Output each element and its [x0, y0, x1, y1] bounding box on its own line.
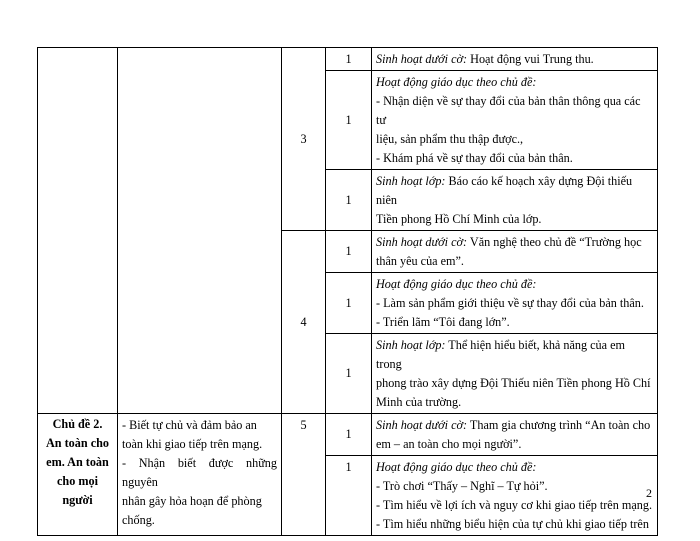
lesson-plan-table	[37, 47, 658, 536]
activity-line: - Nhận diện về sự thay đổi của bản thân thông qua các tư	[376, 94, 641, 127]
goal-cell-empty	[118, 48, 282, 414]
periods-cell: 1	[326, 48, 372, 71]
activity-cell	[372, 71, 658, 170]
activity-line: - Trò chơi “Thấy – Nghĩ – Tự hỏi”.	[376, 479, 548, 493]
activity-line: em – an toàn cho mọi người”.	[376, 437, 522, 451]
activity-label: Sinh hoạt lớp:	[376, 174, 446, 188]
activity-line: - Triển lãm “Tôi đang lớn”.	[376, 315, 510, 329]
activity-cell	[372, 48, 658, 71]
topic-title-line: An toàn cho	[46, 436, 109, 450]
activity-cell	[372, 334, 658, 414]
page-number: 2	[646, 486, 652, 500]
topic-title-line: Chủ đề 2.	[52, 417, 103, 431]
activity-label: Hoạt động giáo dục theo chủ đề:	[376, 460, 537, 474]
activity-text: Thể hiện hiểu biết, khả năng của em trong	[376, 338, 625, 371]
goal-line: - Biết tự chủ và đảm bảo an	[122, 418, 257, 432]
goal-cell	[118, 414, 282, 536]
goal-line: - Nhận biết được những nguyên	[122, 456, 277, 489]
periods-cell: 1	[326, 334, 372, 414]
topic-cell	[38, 414, 118, 536]
table-row	[38, 414, 658, 456]
activity-label: Sinh hoạt dưới cờ:	[376, 418, 468, 432]
goal-line: nhân gây hỏa hoạn để phòng	[122, 494, 262, 508]
activity-line: phong trào xây dựng Đội Thiếu niên Tiền phong Hồ Chí	[376, 376, 651, 390]
topic-title-line: người	[62, 493, 93, 507]
activity-line: thân yêu của em”.	[376, 254, 464, 268]
activity-label: Sinh hoạt lớp:	[376, 338, 446, 352]
table-row	[38, 48, 658, 71]
activity-cell	[372, 170, 658, 231]
activity-line: - Tìm hiểu về lợi ích và nguy cơ khi giao tiếp trên mạng.	[376, 498, 652, 512]
week-cell: 3	[282, 48, 326, 231]
goal-line: chống.	[122, 513, 155, 527]
activity-line: - Khám phá về sự thay đổi của bản thân.	[376, 151, 573, 165]
goal-line: toàn khi giao tiếp trên mạng.	[122, 437, 263, 451]
activity-label: Hoạt động giáo dục theo chủ đề:	[376, 75, 537, 89]
activity-cell	[372, 273, 658, 334]
activity-text: Hoạt động vui Trung thu.	[467, 52, 594, 66]
topic-cell-empty	[38, 48, 118, 414]
activity-label: Sinh hoạt dưới cờ:	[376, 235, 468, 249]
activity-cell	[372, 456, 658, 536]
topic-title-line: em. An toàn	[46, 455, 109, 469]
topic-title-line: cho mọi	[57, 474, 98, 488]
activity-cell	[372, 231, 658, 273]
activity-line: Minh của trường.	[376, 395, 462, 409]
activity-line: - Làm sản phẩm giới thiệu về sự thay đổi của bản thân.	[376, 296, 644, 310]
periods-cell: 1	[326, 231, 372, 273]
activity-line: Tiền phong Hồ Chí Minh của lớp.	[376, 212, 542, 226]
activity-text: Văn nghệ theo chủ đề “Trường học	[467, 235, 642, 249]
activity-text: Báo cáo kế hoạch xây dựng Đội thiếu niên	[376, 174, 633, 207]
activity-line: - Tìm hiểu những biểu hiện của tự chủ khi giao tiếp trên	[376, 517, 649, 531]
activity-cell	[372, 414, 658, 456]
activity-text: Tham gia chương trình “An toàn cho	[467, 418, 651, 432]
activity-line: liệu, sản phẩm thu thập được.,	[376, 132, 524, 146]
periods-cell: 1	[326, 71, 372, 170]
periods-cell: 1	[326, 456, 372, 536]
periods-cell: 1	[326, 170, 372, 231]
week-cell: 5	[282, 414, 326, 536]
periods-cell: 1	[326, 273, 372, 334]
week-cell: 4	[282, 231, 326, 414]
activity-label: Hoạt động giáo dục theo chủ đề:	[376, 277, 537, 291]
activity-label: Sinh hoạt dưới cờ:	[376, 52, 468, 66]
periods-cell: 1	[326, 414, 372, 456]
